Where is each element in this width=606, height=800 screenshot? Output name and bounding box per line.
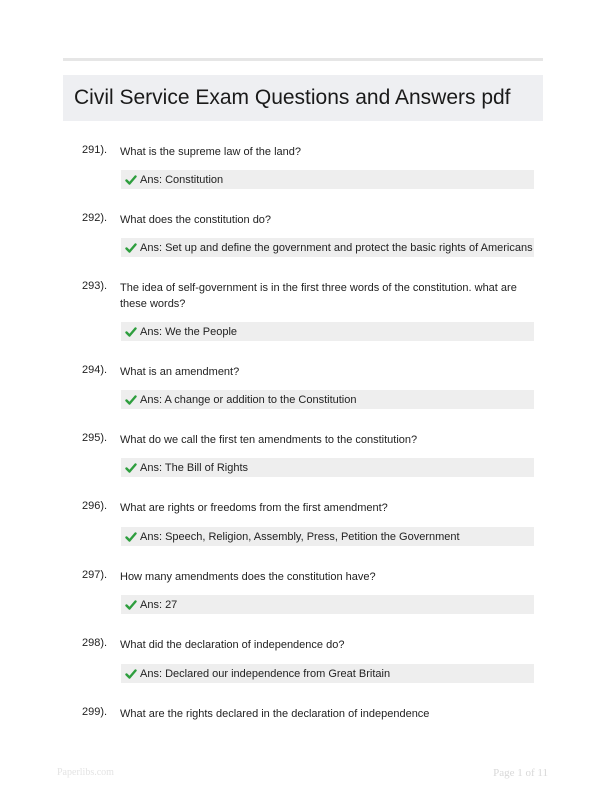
question-text: How many amendments does the constitution have?: [120, 571, 376, 583]
answer-text: Ans: 27: [140, 598, 178, 611]
question-text: What does the constitution do?: [120, 214, 272, 226]
question-number: 299).: [82, 706, 108, 718]
answer-box: [121, 664, 534, 683]
check-icon: [125, 394, 137, 406]
answer-box: [121, 390, 534, 409]
question-text: What is an amendment?: [120, 366, 240, 378]
question-number: 294).: [82, 364, 108, 376]
question-text: What are the rights declared in the declaration of independence: [120, 708, 430, 720]
question-text: What did the declaration of independence do?: [120, 639, 345, 651]
answer-box: [121, 238, 534, 257]
check-icon: [125, 668, 137, 680]
question-number: 298).: [82, 637, 108, 649]
question-text: The idea of self-government is in the first three words of the constitution. what are these words?: [120, 282, 517, 310]
answer-box: [121, 595, 534, 614]
answer-text: Ans: A change or addition to the Constitution: [140, 393, 357, 406]
check-icon: [125, 462, 137, 474]
check-icon: [125, 242, 137, 254]
answer-box: [121, 322, 534, 341]
answer-text: Ans: Set up and define the government and protect the basic rights of Americans: [140, 241, 533, 254]
page-indicator: Page 1 of 11: [493, 767, 548, 779]
answer-text: Ans: The Bill of Rights: [140, 461, 249, 474]
answer-box: [121, 170, 534, 189]
question-number: 291).: [82, 144, 108, 156]
answer-text: Ans: Speech, Religion, Assembly, Press, Petition the Government: [140, 530, 460, 543]
question-number: 292).: [82, 212, 108, 224]
question-text: What do we call the first ten amendments to the constitution?: [120, 434, 418, 446]
answer-box: [121, 527, 534, 546]
question-text: What is the supreme law of the land?: [120, 146, 301, 158]
check-icon: [125, 174, 137, 186]
answer-box: [121, 458, 534, 477]
question-number: 295).: [82, 432, 108, 444]
check-icon: [125, 326, 137, 338]
answer-text: Ans: Declared our independence from Great Britain: [140, 667, 391, 680]
check-icon: [125, 531, 137, 543]
check-icon: [125, 599, 137, 611]
answer-text: Ans: We the People: [140, 325, 238, 338]
question-number: 293).: [82, 280, 108, 292]
question-number: 297).: [82, 569, 108, 581]
answer-text: Ans: Constitution: [140, 173, 224, 186]
question-number: 296).: [82, 500, 108, 512]
page-title: Civil Service Exam Questions and Answers pdf: [74, 86, 511, 109]
question-text: What are rights or freedoms from the first amendment?: [120, 502, 388, 514]
title-banner: [63, 75, 543, 121]
footer-watermark: Paperlibs.com: [57, 767, 114, 778]
top-divider: [63, 58, 543, 61]
